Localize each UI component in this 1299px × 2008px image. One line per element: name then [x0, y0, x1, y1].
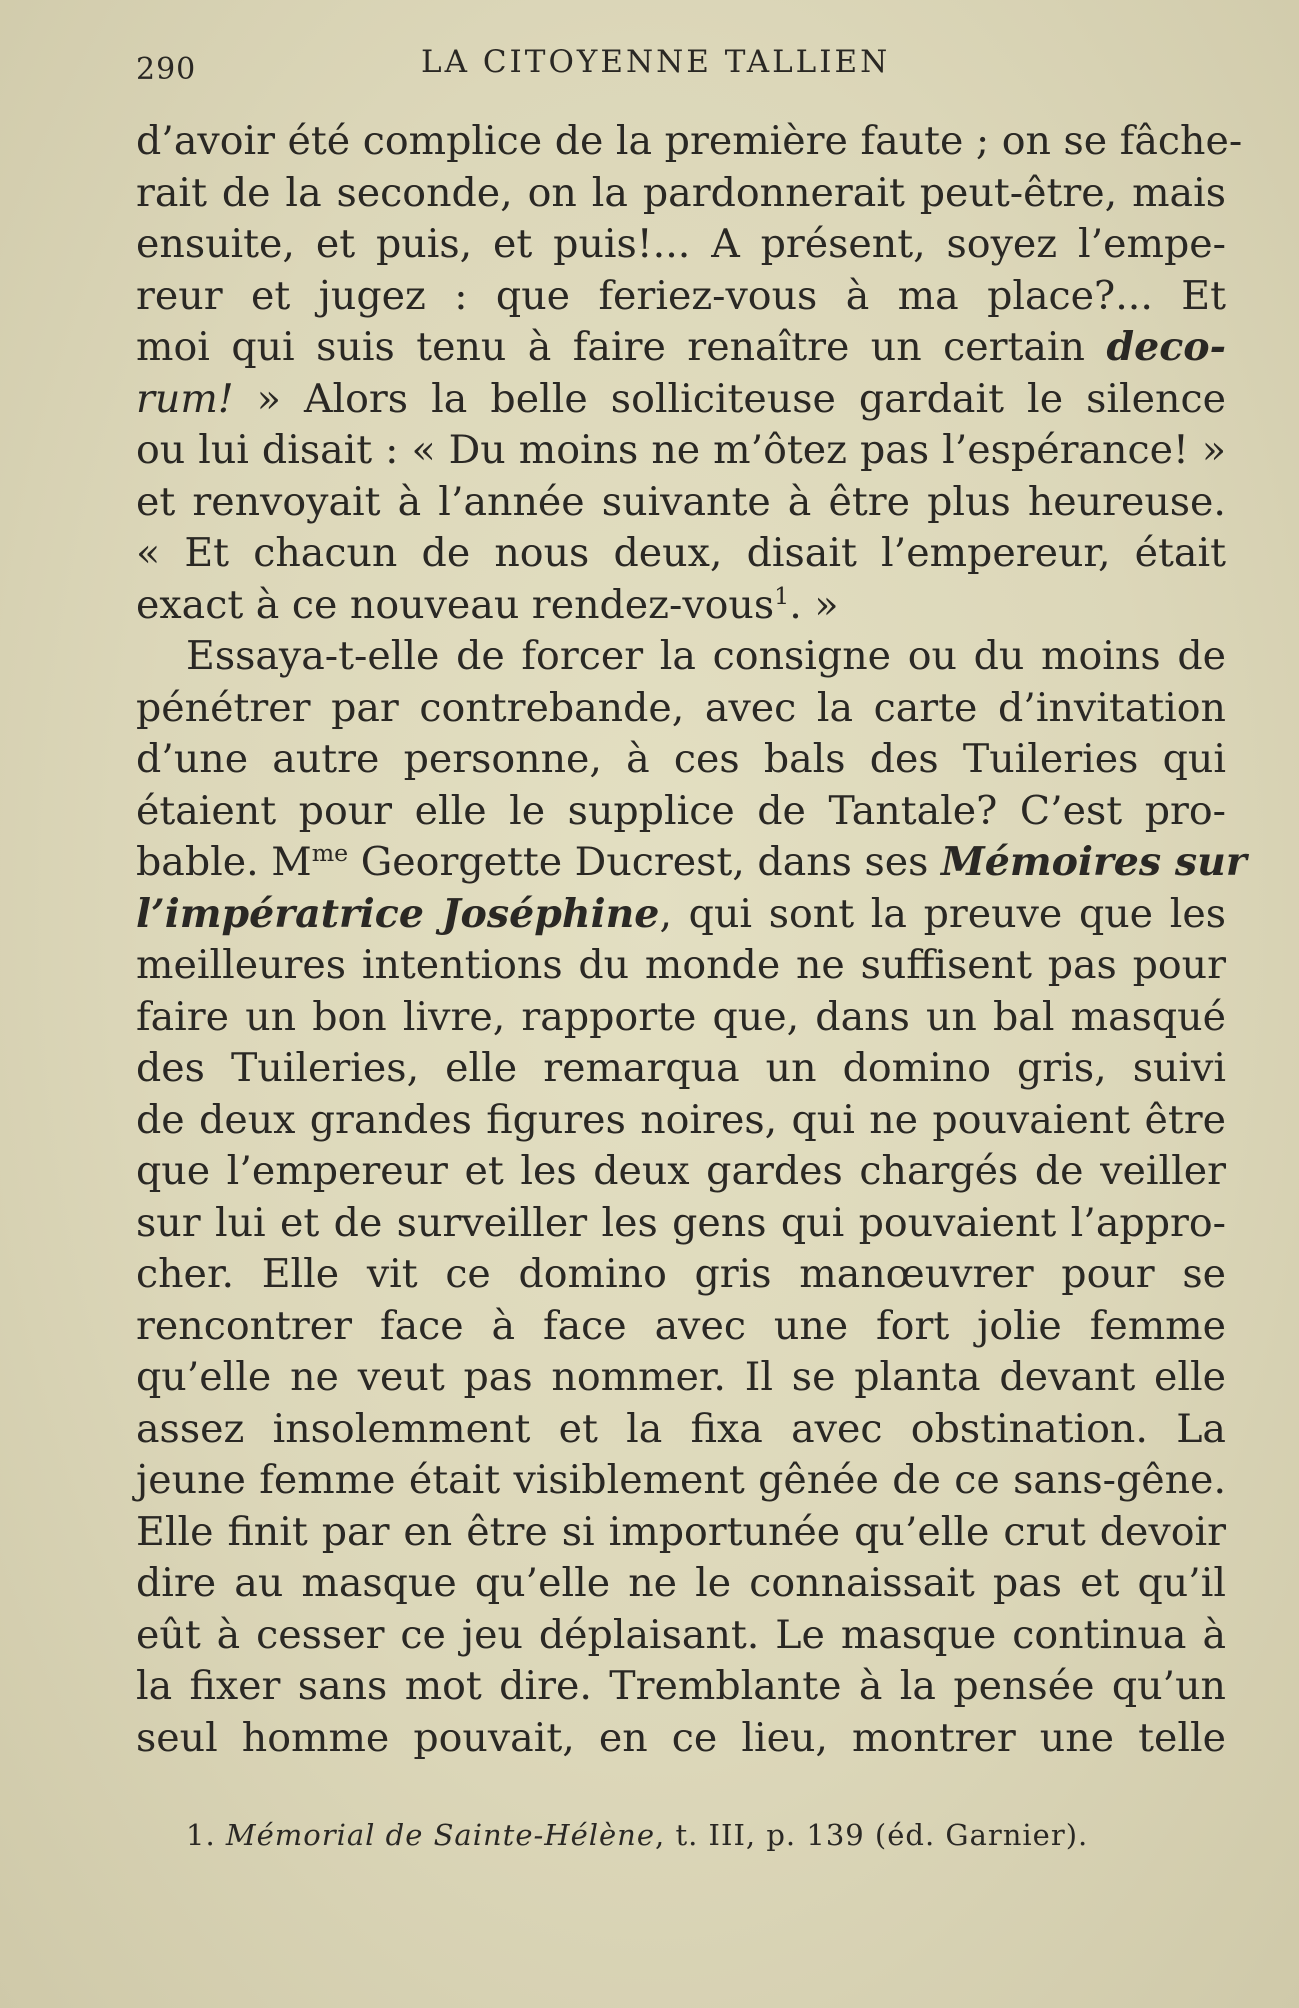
text-line: pénétrer par contrebande, avec la carte d’invitation	[136, 684, 1226, 731]
text-line: qu’elle ne veut pas nommer. Il se planta devant elle	[136, 1354, 1226, 1400]
text-line: d’une autre personne, à ces bals des Tuileries qui	[136, 736, 1226, 782]
text-line: cher. Elle vit ce domino gris manœuvrer pour se	[136, 1251, 1226, 1297]
text-line: que l’empereur et les deux gardes chargés de veiller	[136, 1148, 1226, 1194]
text-line: la fixer sans mot dire. Tremblante à la pensée qu’un	[136, 1663, 1226, 1709]
italic-text: rum!	[136, 375, 234, 422]
text-segment: moi qui suis tenu à faire renaître un certain	[136, 324, 1107, 370]
text-line: meilleures intentions du monde ne suffisent pas pour	[136, 942, 1226, 988]
footnote-title: Mémorial de Sainte-Hélène	[225, 1818, 656, 1852]
text-line: faire un bon livre, rapporte que, dans un bal masqué	[136, 993, 1226, 1040]
text-line	[136, 889, 1226, 941]
text-line: rencontrer face à face avec une fort jolie femme	[136, 1302, 1226, 1349]
text-line: reur et jugez : que feriez-vous à ma place?... Et	[136, 272, 1226, 319]
running-title: LA CITOYENNE TALLIEN	[421, 44, 891, 80]
text-line: eût à cesser ce jeu déplaisant. Le masque continua à	[136, 1611, 1226, 1658]
footnote-number: 1.	[186, 1818, 216, 1852]
text-line: rait de la seconde, on la pardonnerait peut-être, mais	[136, 169, 1226, 216]
text-segment: » Alors la belle solliciteuse gardait le silence	[233, 375, 1226, 422]
text-line: de deux grandes figures noires, qui ne pouvaient être	[136, 1096, 1226, 1143]
text-line: Elle finit par en être si importunée qu’elle crut devoir	[136, 1508, 1226, 1555]
text-line: ou lui disait : « Du moins ne m’ôtez pas l’espérance! »	[136, 427, 1226, 473]
italic-text: l’impératrice Joséphine	[136, 890, 660, 937]
text-line: étaient pour elle le supplice de Tantale? C’est pro-	[136, 787, 1226, 834]
text-line	[136, 837, 1247, 889]
text-segment: , qui sont la preuve que les	[659, 890, 1226, 937]
text-segment: Georgette Ducrest, dans ses	[348, 839, 941, 885]
text-segment: exact à ce nouveau rendez-vous	[136, 581, 775, 628]
text-line	[136, 322, 1226, 374]
footnote	[186, 1818, 1226, 1852]
italic-text: Mémoires sur	[940, 839, 1247, 885]
text-line: assez insolemment et la fixa avec obstination. La	[136, 1405, 1226, 1452]
text-line: jeune femme était visiblement gênée de ce sans-gêne.	[136, 1457, 1226, 1503]
text-line: « Et chacun de nous deux, disait l’empereur, était	[136, 530, 1226, 576]
text-line: d’avoir été complice de la première faute ; on se fâche-	[136, 118, 1243, 164]
superscript: me	[311, 838, 349, 867]
footnote-citation: , t. III, p. 139 (éd. Garnier).	[655, 1818, 1089, 1852]
italic-text: deco-	[1106, 324, 1226, 370]
text-line: sur lui et de surveiller les gens qui pouvaient l’appro-	[136, 1199, 1226, 1246]
page-number: 290	[136, 52, 197, 87]
text-line: des Tuileries, elle remarqua un domino gris, suivi	[136, 1045, 1226, 1091]
footnote-reference: 1	[774, 581, 790, 610]
text-line: ensuite, et puis, et puis!... A présent, soyez l’empe-	[136, 221, 1226, 267]
text-segment: . »	[789, 581, 839, 628]
text-line: seul homme pouvait, en ce lieu, montrer une telle	[136, 1714, 1226, 1761]
text-line: et renvoyait à l’année suivante à être plus heureuse.	[136, 478, 1226, 525]
body-text	[136, 116, 1247, 1764]
paragraph-start-line: Essaya-t-elle de forcer la consigne ou du moins de	[186, 633, 1226, 679]
paragraph-end-line	[136, 580, 1226, 632]
text-line: dire au masque qu’elle ne le connaissait pas et qu’il	[136, 1560, 1226, 1606]
page-header	[136, 44, 1226, 94]
text-line	[136, 374, 1226, 426]
text-segment: bable. M	[136, 839, 312, 885]
